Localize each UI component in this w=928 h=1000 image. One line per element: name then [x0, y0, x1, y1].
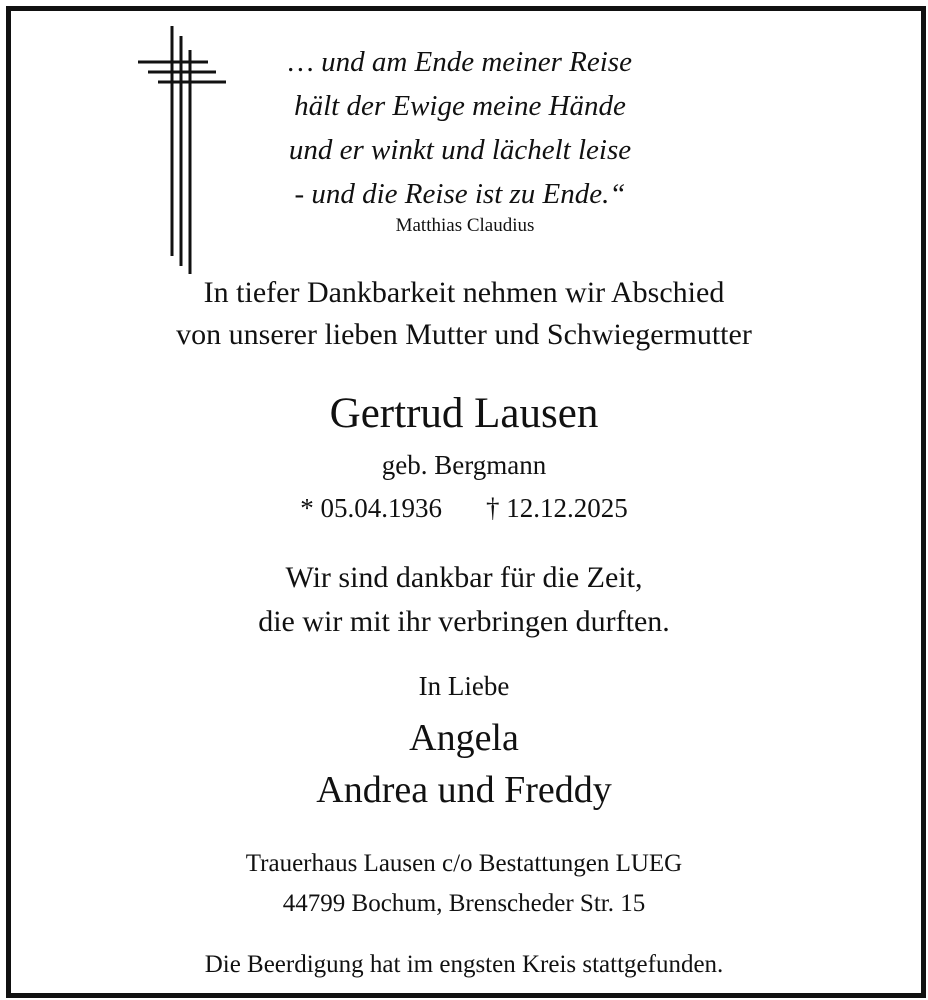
mourners-intro: In Liebe: [418, 671, 510, 701]
birth-date: * 05.04.1936: [300, 493, 442, 523]
mourner-name: Andrea und Freddy: [316, 769, 612, 811]
intro-line: von unserer lieben Mutter und Schwiegermutter: [176, 318, 752, 351]
mourner-name: Angela: [409, 717, 519, 759]
life-dates: [0, 490, 928, 526]
address: [0, 844, 928, 924]
poem-line: … und am Ende meiner Reise: [288, 46, 632, 78]
deceased-name: Gertrud Lausen: [329, 390, 599, 437]
thanks-line: Wir sind dankbar für die Zeit,: [285, 561, 643, 594]
intro-line: In tiefer Dankbarkeit nehmen wir Abschied: [203, 276, 725, 309]
cross-icon: [130, 16, 230, 286]
mourners-names: [0, 712, 928, 816]
death-date: † 12.12.2025: [486, 493, 628, 523]
poem-line: und er winkt und lächelt leise: [288, 134, 632, 166]
thanks-line: die wir mit ihr verbringen durften.: [258, 605, 670, 638]
poem-line: hält der Ewige meine Hände: [294, 90, 626, 122]
address-line: 44799 Bochum, Brenscheder Str. 15: [282, 890, 646, 917]
poem: [240, 40, 680, 216]
intro-text: [0, 272, 928, 356]
birth-name: geb. Bergmann: [381, 450, 547, 480]
poem-line: - und die Reise ist zu Ende.“: [294, 178, 626, 210]
funeral-note: Die Beerdigung hat im engsten Kreis stattgefunden.: [204, 951, 724, 978]
address-line: Trauerhaus Lausen c/o Bestattungen LUEG: [245, 850, 683, 877]
poem-author: Matthias Claudius: [395, 215, 535, 236]
thanks-text: [0, 556, 928, 644]
